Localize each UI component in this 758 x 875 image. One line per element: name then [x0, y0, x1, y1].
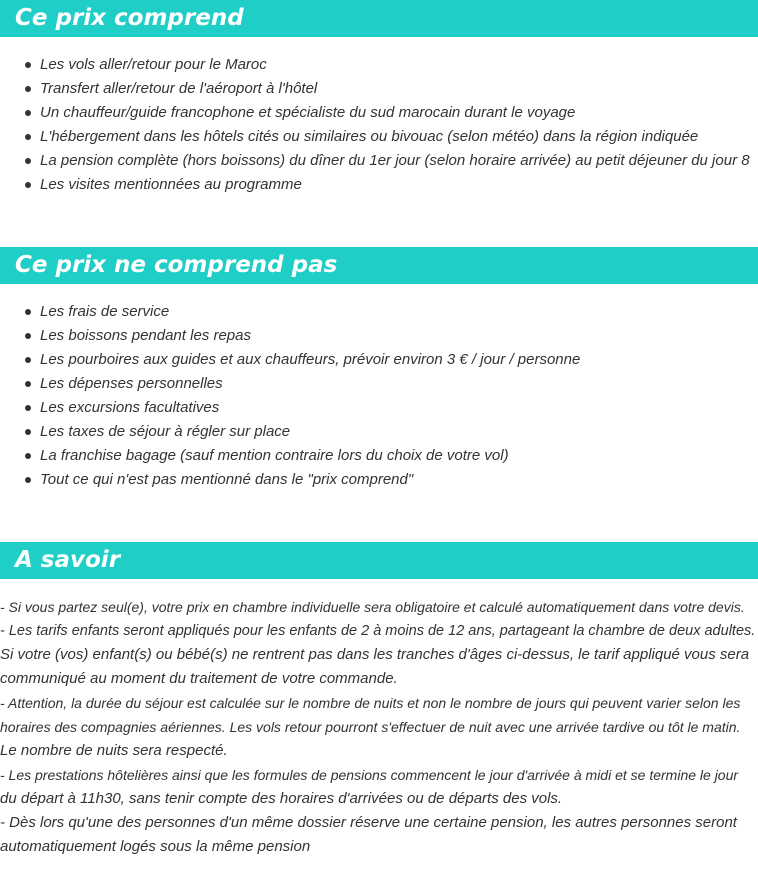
list-item-text: Les visites mentionnées au programme [40, 176, 302, 193]
savoir-line: - Les prestations hôtelières ainsi que les formules de pensions commencent le jour d'arrivée à midi et se termine le jour [0, 767, 739, 783]
list-item [0, 149, 758, 173]
bullet-icon [25, 405, 31, 411]
bullet-icon [25, 429, 31, 435]
section-header-savoir: A savoir [0, 542, 758, 579]
list-item-text: La franchise bagage (sauf mention contraire lors du choix de votre vol) [40, 447, 509, 464]
list-item-text: Un chauffeur/guide francophone et spécialiste du sud marocain durant le voyage [40, 104, 576, 121]
bullet-icon [25, 86, 31, 92]
savoir-line: Si votre (vos) enfant(s) ou bébé(s) ne rentrent pas dans les tranches d'âges ci-dessus, le tarif appliqué vous sera [0, 646, 750, 663]
section-header-included: Ce prix comprend [0, 0, 758, 37]
savoir-line: - Dès lors qu'une des personnes d'un même dossier réserve une certaine pension, les autres personnes seront [0, 814, 737, 831]
savoir-line: - Si vous partez seul(e), votre prix en chambre individuelle sera obligatoire et calculé automatiquement dans votre devis. [0, 599, 745, 615]
bullet-icon [25, 381, 31, 387]
list-item [0, 77, 758, 101]
savoir-line: du départ à 11h30, sans tenir compte des horaires d'arrivées ou de départs des vols. [0, 790, 563, 807]
savoir-line: horaires des compagnies aériennes. Les vols retour pourront s'effectuer de nuit avec une arrivée tardive ou tôt le matin. [0, 719, 741, 735]
bullet-icon [25, 357, 31, 363]
list-item [0, 348, 758, 372]
not-included-list [0, 300, 758, 492]
list-item-text: La pension complète (hors boissons) du dîner du 1er jour (selon horaire arrivée) au petit déjeuner du jour 8 [40, 152, 750, 169]
list-item-text: Les taxes de séjour à régler sur place [40, 423, 291, 440]
list-item [0, 468, 758, 492]
list-item [0, 324, 758, 348]
bullet-icon [25, 309, 31, 315]
list-item-text: Les vols aller/retour pour le Maroc [40, 56, 267, 73]
list-item-text: Transfert aller/retour de l'aéroport à l'hôtel [40, 80, 318, 97]
list-item-text: Les excursions facultatives [40, 399, 220, 416]
list-item-text: L'hébergement dans les hôtels cités ou similaires ou bivouac (selon météo) dans la région indiquée [40, 128, 699, 145]
list-item [0, 53, 758, 77]
list-item-text: Les pourboires aux guides et aux chauffeurs, prévoir environ 3 € / jour / personne [40, 351, 581, 368]
bullet-icon [25, 182, 31, 188]
bullet-icon [25, 62, 31, 68]
list-item [0, 300, 758, 324]
section-header-not-included: Ce prix ne comprend pas [0, 247, 758, 284]
list-item [0, 372, 758, 396]
list-item [0, 444, 758, 468]
list-item [0, 125, 758, 149]
savoir-paragraph [0, 595, 758, 859]
savoir-line: - Attention, la durée du séjour est calculée sur le nombre de nuits et non le nombre de jours qui peuvent varier selon les [0, 695, 741, 711]
savoir-line: - Les tarifs enfants seront appliqués pour les enfants de 2 à moins de 12 ans, partageant la chambre de deux adultes. [0, 623, 756, 639]
list-item-text: Tout ce qui n'est pas mentionné dans le "prix comprend" [40, 471, 414, 488]
savoir-line: automatiquement logés sous la même pension [0, 838, 311, 855]
list-item [0, 173, 758, 197]
list-item-text: Les dépenses personnelles [40, 375, 223, 392]
savoir-line: communiqué au moment du traitement de votre commande. [0, 670, 398, 687]
bullet-icon [25, 158, 31, 164]
list-item [0, 101, 758, 125]
bullet-icon [25, 477, 31, 483]
list-item-text: Les frais de service [40, 303, 170, 320]
included-list [0, 53, 758, 197]
bullet-icon [25, 110, 31, 116]
list-item [0, 396, 758, 420]
list-item-text: Les boissons pendant les repas [40, 327, 251, 344]
savoir-line: Le nombre de nuits sera respecté. [0, 742, 228, 759]
bullet-icon [25, 453, 31, 459]
bullet-icon [25, 333, 31, 339]
bullet-icon [25, 134, 31, 140]
list-item [0, 420, 758, 444]
